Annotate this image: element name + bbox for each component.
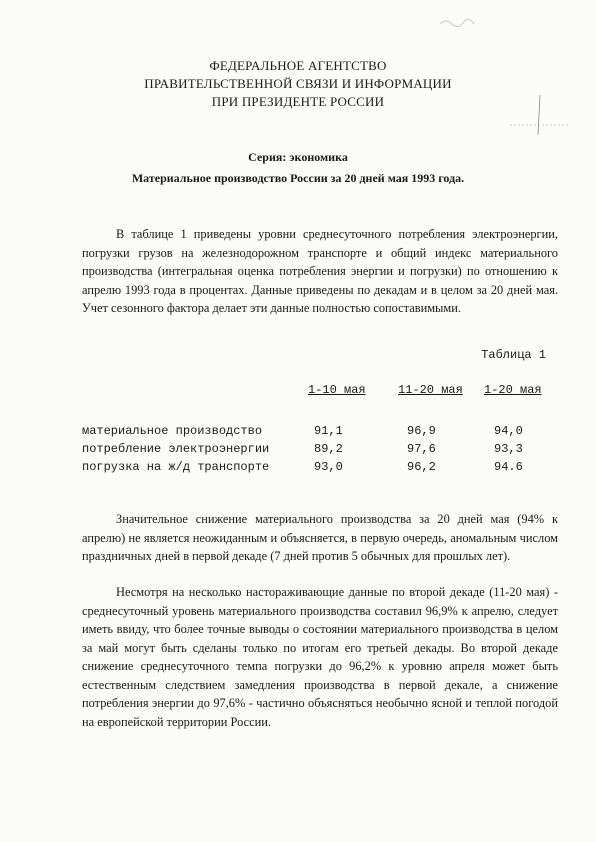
row-value: 93,3: [494, 442, 523, 456]
row-value: 91,1: [314, 424, 343, 438]
row-value: 94,0: [494, 424, 523, 438]
column-header-1-10: 1-10 мая: [308, 383, 366, 397]
table-label: Таблица 1: [481, 348, 546, 362]
row-name: потребление электроэнергии: [82, 442, 270, 456]
row-value: 97,6: [407, 442, 436, 456]
series-title: Серия: экономика: [248, 150, 348, 164]
row-value: 89,2: [314, 442, 343, 456]
intro-paragraph: В таблице 1 приведены уровни среднесуточного потребления электроэнергии, погрузки грузов на железнодорожном транспорте и общий индекс материального производства (интегральная оценка потребления энергии и погрузки) по отношению к апрелю 1993 года в процентах. Данные приведены по декадам и в целом за 20 дней мая. Учет сезонного фактора делает эти данные полностью сопоставимыми.: [82, 227, 558, 315]
agency-header: [0, 57, 596, 111]
agency-header-line-1: ФЕДЕРАЛЬНОЕ АГЕНТСТВО: [209, 58, 387, 73]
agency-header-line-2: ПРАВИТЕЛЬСТВЕННОЙ СВЯЗИ И ИНФОРМАЦИИ: [144, 76, 452, 91]
row-value: 94.6: [494, 460, 523, 474]
column-header-1-20: 1-20 мая: [484, 383, 542, 397]
row-name: материальное производство: [82, 424, 263, 438]
row-name: погрузка на ж/д транспорте: [82, 460, 270, 474]
row-value: 96,2: [407, 460, 436, 474]
document-title: Материальное производство России за 20 дней мая 1993 года.: [131, 171, 465, 185]
agency-header-line-3: ПРИ ПРЕЗИДЕНТЕ РОССИИ: [211, 94, 385, 109]
row-value: 96,9: [407, 424, 436, 438]
row-value: 93,0: [314, 460, 343, 474]
analysis-paragraph-2: Несмотря на несколько настораживающие данные по второй декаде (11-20 мая) - среднесуточный уровень материального производства составил 96,9% к апрелю, следует иметь ввиду, что более точные выводы о состоянии материального производства в целом за май могут быть сделаны только по итогам его третьей декады. Во второй декаде снижение среднесуточного темпа погрузки до 96,2% к уровню апреля может быть естественным следствием замедления производства в первой декале, а снижение потребления энергии до 97,6% - частично объясняться необычно ясной и теплой погодой на европейской территории России.: [82, 585, 558, 729]
column-header-11-20: 11-20 мая: [398, 383, 463, 397]
analysis-paragraph-1: Значительное снижение материального производства за 20 дней мая (94% к апрелю) не является неожиданным и объясняется, в первую очередь, аномальным числом праздничных дней в первой декаде (7 дней против 5 обычных для прошлых лет).: [82, 512, 558, 563]
